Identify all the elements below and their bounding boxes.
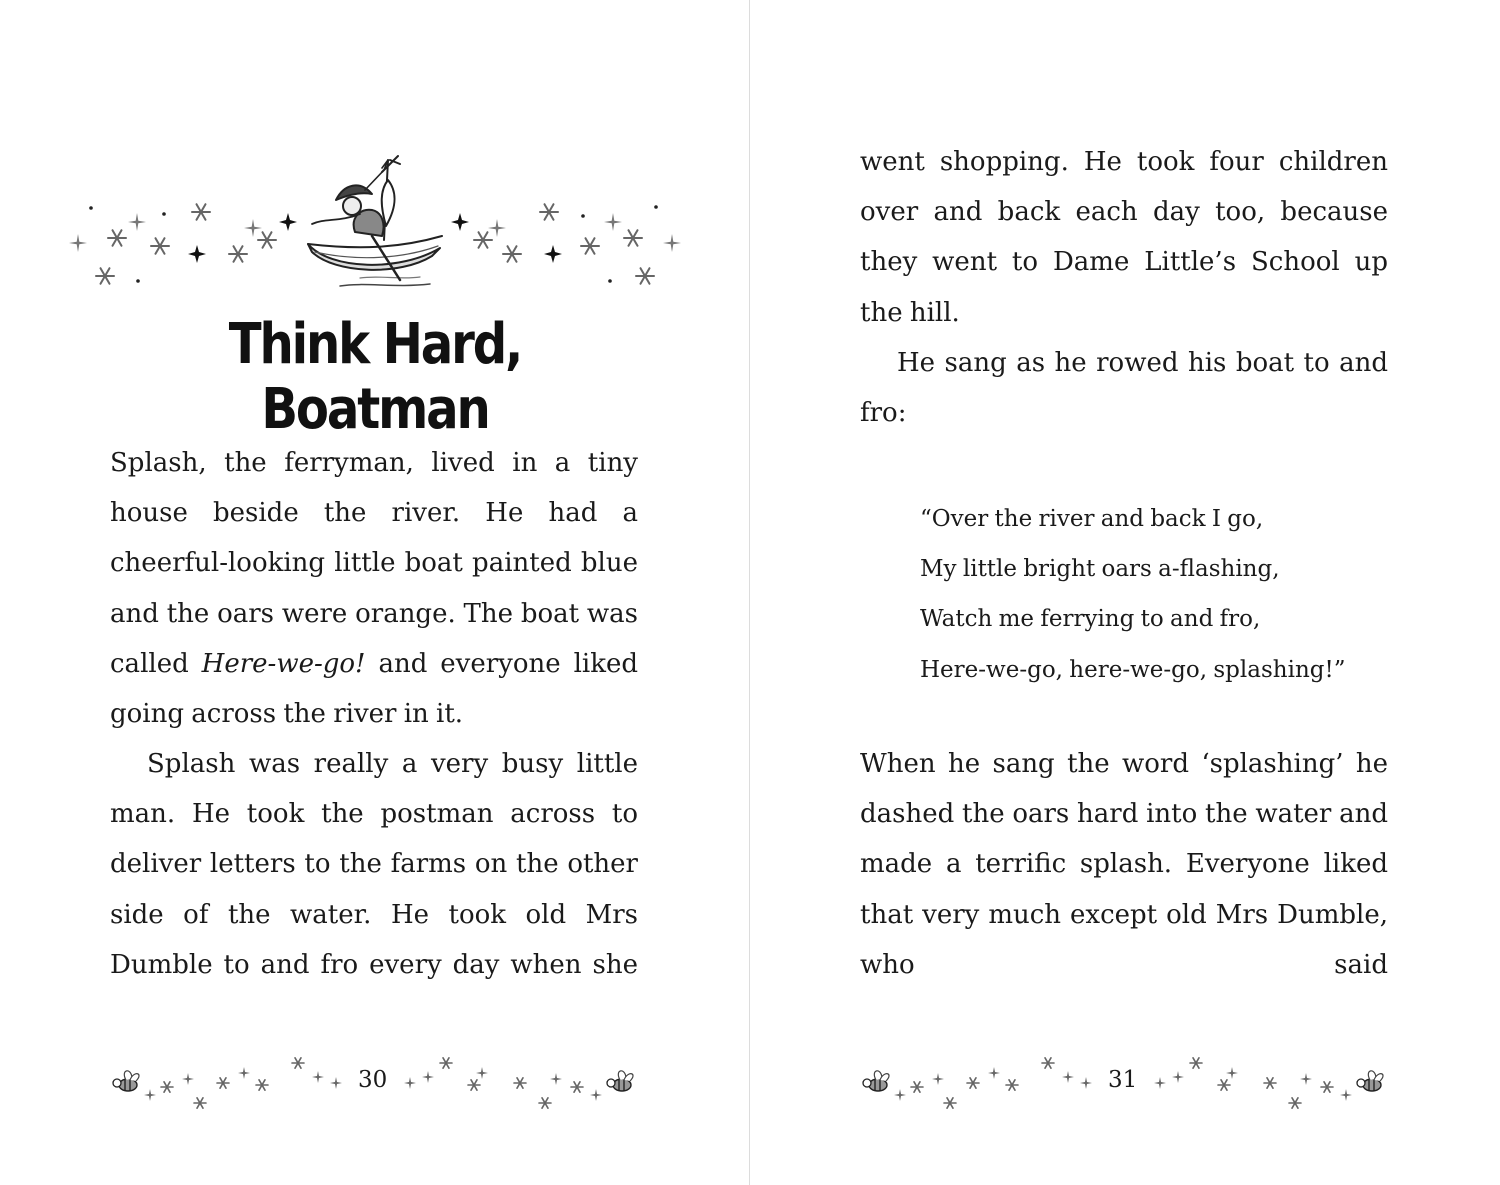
paragraph-text: Splash, the ferryman, lived in a tiny house beside the river. He had a cheerful-looking little boat painted blue and the oars were orange. The boat was called	[110, 448, 638, 679]
page-number: 30	[358, 1067, 388, 1093]
verse-line: Watch me ferrying to and fro,	[920, 606, 1261, 633]
verse-line: “Over the river and back I go,	[920, 506, 1264, 532]
verse-line: Here-we-go, here-we-go, splashing!”	[920, 656, 1346, 683]
chapter-header-ornament	[0, 0, 750, 300]
paragraph: Splash was really a very busy little man. He took the postman across to deliver letters to the farms on the other side of the water. He took old Mrs Dumble to and fro every day when she	[110, 749, 638, 980]
bee-and-stars-icon	[0, 1045, 1500, 1165]
verse-line: My little bright oars a-flashing,	[920, 556, 1280, 583]
paragraph: He sang as he rowed his boat to and fro:	[860, 348, 1388, 429]
paragraph-text: and everyone liked going across the river in it.	[110, 648, 638, 730]
song-verse	[920, 494, 1360, 695]
paragraph: When he sang the word ‘splashing’ he dashed the oars hard into the water and made a terrific splash. Everyone liked that very much except old Mrs Dumble, who said	[860, 749, 1388, 980]
boatman-rowing-illustration	[308, 156, 442, 286]
boat-name-italic: Here-we-go!	[201, 648, 366, 679]
page-number: 31	[1108, 1067, 1138, 1093]
chapter-title: Think Hard, Boatman	[228, 312, 522, 442]
paragraph: went shopping. He took four children over and back each day too, because they went to Dame Little’s School up the hill.	[860, 147, 1388, 328]
paragraph	[110, 438, 638, 739]
